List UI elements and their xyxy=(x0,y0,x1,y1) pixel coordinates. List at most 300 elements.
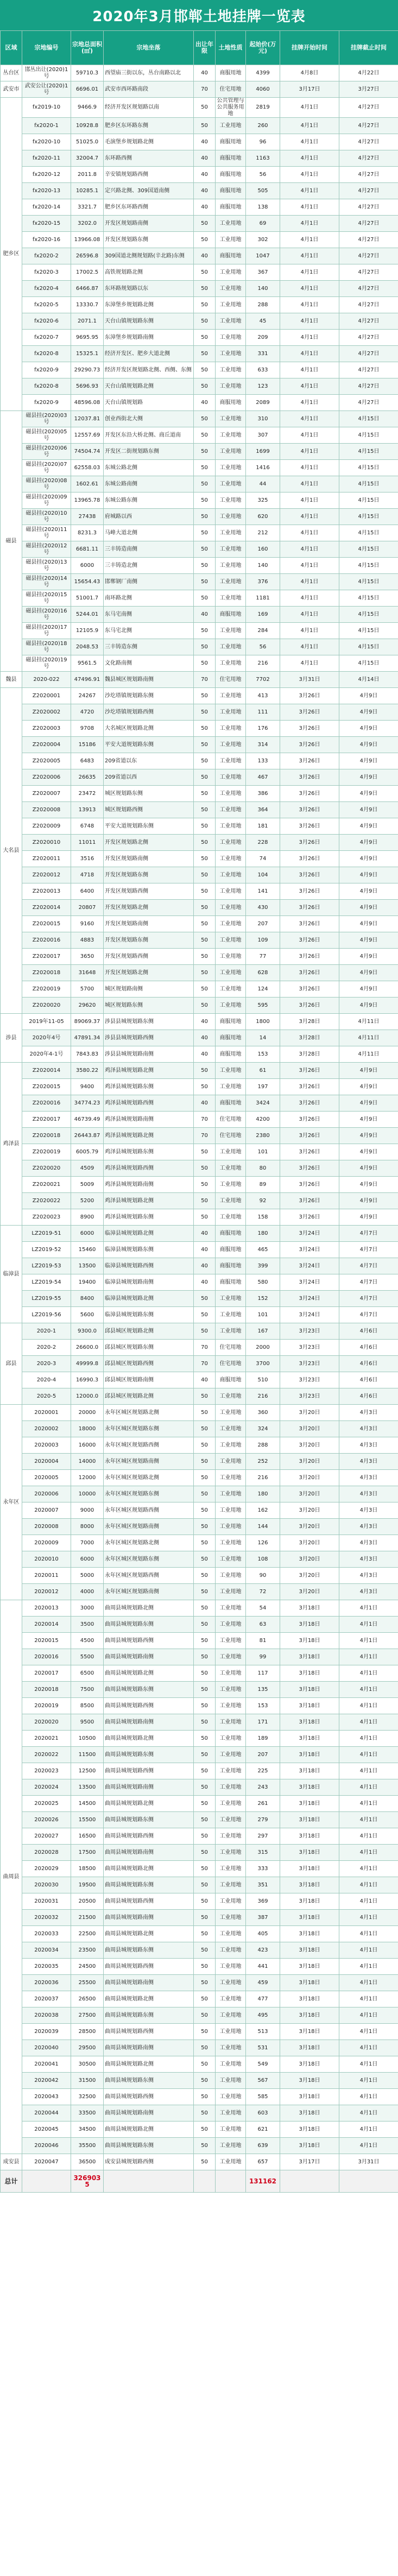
land-use-cell: 商服用地 xyxy=(216,150,246,167)
parcel-id-cell: LZ2019-55 xyxy=(22,1291,71,1307)
land-use-cell: 工业用地 xyxy=(216,2007,246,2024)
listing-start-cell: 4月1日 xyxy=(280,460,339,476)
location-cell: 东城公路北侧 xyxy=(104,460,194,476)
listing-start-cell: 3月26日 xyxy=(280,688,339,704)
land-use-cell: 工业用地 xyxy=(216,1323,246,1340)
listing-start-cell: 3月18日 xyxy=(280,1959,339,1975)
parcel-id-cell: 2020-1 xyxy=(22,1323,71,1340)
parcel-id-cell: Z2020016 xyxy=(22,1095,71,1112)
land-use-cell: 工业用地 xyxy=(216,1926,246,1942)
listing-end-cell: 4月3日 xyxy=(339,1421,398,1437)
start-price-cell: 331 xyxy=(246,346,280,362)
land-use-cell: 工业用地 xyxy=(216,932,246,949)
table-row xyxy=(1,2056,398,2073)
parcel-id-cell: Z2020016 xyxy=(22,932,71,949)
location-cell: 东马宅北侧 xyxy=(104,623,194,639)
table-row xyxy=(1,2007,398,2024)
lease-term-cell: 50 xyxy=(194,232,216,248)
table-row xyxy=(1,1388,398,1405)
lease-term-cell: 50 xyxy=(194,965,216,981)
listing-start-cell: 3月26日 xyxy=(280,704,339,721)
land-use-cell: 工业用地 xyxy=(216,1942,246,1959)
column-header-location: 宗地坐落 xyxy=(104,31,194,65)
land-use-cell: 工业用地 xyxy=(216,1421,246,1437)
land-use-cell: 工业用地 xyxy=(216,639,246,655)
location-cell: 曲周县城规划路东侧 xyxy=(104,1682,194,1698)
total-area-cell: 36500 xyxy=(71,2154,104,2170)
total-area-cell: 16990.3 xyxy=(71,1372,104,1388)
total-area-cell: 31648 xyxy=(71,965,104,981)
location-cell: 永年区城区规划路西侧 xyxy=(104,1568,194,1584)
lease-term-cell: 40 xyxy=(194,1226,216,1242)
parcel-id-cell: fx2020-4 xyxy=(22,281,71,297)
parcel-id-cell: 2020年4号 xyxy=(22,1030,71,1046)
total-area-cell: 7843.83 xyxy=(71,1046,104,1063)
start-price-cell: 209 xyxy=(246,330,280,346)
start-price-cell: 90 xyxy=(246,1568,280,1584)
start-price-cell: 585 xyxy=(246,2089,280,2105)
location-cell: 鸡泽县城规划路南侧 xyxy=(104,1177,194,1193)
table-row xyxy=(1,1698,398,1714)
land-use-cell: 工业用地 xyxy=(216,721,246,737)
start-price-cell: 72 xyxy=(246,1584,280,1600)
land-use-cell: 工业用地 xyxy=(216,216,246,232)
land-use-cell: 工业用地 xyxy=(216,1291,246,1307)
location-cell: 曲周县城规划路南侧 xyxy=(104,2105,194,2122)
location-cell: 曲周县城规划路南侧 xyxy=(104,2040,194,2056)
parcel-id-cell: 2020031 xyxy=(22,1893,71,1910)
land-use-cell: 工业用地 xyxy=(216,1600,246,1617)
land-use-cell: 工业用地 xyxy=(216,965,246,981)
table-row xyxy=(1,769,398,786)
listing-end-cell: 3月27日 xyxy=(339,81,398,98)
land-use-cell: 工业用地 xyxy=(216,916,246,932)
listing-start-cell: 3月26日 xyxy=(280,1079,339,1095)
total-area-cell: 30500 xyxy=(71,2056,104,2073)
footer-empty-cell xyxy=(194,2170,216,2193)
table-row xyxy=(1,1307,398,1323)
listing-end-cell: 4月1日 xyxy=(339,1991,398,2007)
lease-term-cell: 50 xyxy=(194,639,216,655)
total-area-cell: 6000 xyxy=(71,1551,104,1568)
parcel-id-cell: 磁县挂(2020)13号 xyxy=(22,558,71,574)
location-cell: 开发区规划路南侧 xyxy=(104,851,194,867)
location-cell: 临漳县城规划路北侧 xyxy=(104,1226,194,1242)
parcel-id-cell: fx2020-5 xyxy=(22,297,71,313)
land-use-cell: 工业用地 xyxy=(216,1714,246,1731)
land-use-cell: 工业用地 xyxy=(216,1454,246,1470)
table-row xyxy=(1,1063,398,1079)
listing-start-cell: 4月1日 xyxy=(280,541,339,558)
location-cell: 鸡泽县城规划路北侧 xyxy=(104,1193,194,1209)
start-price-cell: 216 xyxy=(246,1470,280,1486)
lease-term-cell: 50 xyxy=(194,1144,216,1160)
lease-term-cell: 50 xyxy=(194,1633,216,1649)
location-cell: 东城公路东侧 xyxy=(104,493,194,509)
listing-start-cell: 3月23日 xyxy=(280,1356,339,1372)
table-row xyxy=(1,1095,398,1112)
listing-end-cell: 4月15日 xyxy=(339,623,398,639)
location-cell: 西望庙三街以东，丛台南路以北 xyxy=(104,65,194,81)
start-price-cell: 513 xyxy=(246,2024,280,2040)
start-price-cell: 77 xyxy=(246,949,280,965)
listing-start-cell: 4月1日 xyxy=(280,378,339,395)
parcel-id-cell: 2020008 xyxy=(22,1519,71,1535)
land-use-cell: 工业用地 xyxy=(216,525,246,541)
location-cell: 开发区二街规划路东侧 xyxy=(104,444,194,460)
lease-term-cell: 50 xyxy=(194,411,216,427)
listing-end-cell: 4月22日 xyxy=(339,65,398,81)
land-use-cell: 工业用地 xyxy=(216,1763,246,1779)
total-area-cell: 14000 xyxy=(71,1454,104,1470)
total-area-cell: 15500 xyxy=(71,1812,104,1828)
parcel-id-cell: 2020030 xyxy=(22,1877,71,1893)
total-area-cell: 4720 xyxy=(71,704,104,721)
lease-term-cell: 50 xyxy=(194,623,216,639)
page-title: 2020年3月邯郸土地挂牌一览表 xyxy=(0,0,398,30)
start-price-cell: 181 xyxy=(246,818,280,835)
start-price-cell: 158 xyxy=(246,1209,280,1226)
location-cell: 曲周县城规划路南侧 xyxy=(104,1910,194,1926)
parcel-id-cell: Z2020015 xyxy=(22,1079,71,1095)
lease-term-cell: 50 xyxy=(194,1779,216,1796)
location-cell: 永年区城区规划路东侧 xyxy=(104,1421,194,1437)
parcel-id-cell: 2020004 xyxy=(22,1454,71,1470)
table-header-row xyxy=(1,31,398,65)
table-row xyxy=(1,1356,398,1372)
start-price-cell: 108 xyxy=(246,1551,280,1568)
total-area-cell: 31500 xyxy=(71,2073,104,2089)
listing-start-cell: 3月18日 xyxy=(280,2024,339,2040)
listing-start-cell: 3月24日 xyxy=(280,1291,339,1307)
listing-start-cell: 3月20日 xyxy=(280,1486,339,1502)
listing-start-cell: 4月1日 xyxy=(280,313,339,330)
listing-end-cell: 4月9日 xyxy=(339,786,398,802)
listing-start-cell: 3月26日 xyxy=(280,1160,339,1177)
total-area-cell: 9695.95 xyxy=(71,330,104,346)
total-area-cell: 4509 xyxy=(71,1160,104,1177)
start-price-cell: 639 xyxy=(246,2138,280,2154)
total-area-cell: 1602.61 xyxy=(71,476,104,493)
table-body xyxy=(1,65,398,2170)
parcel-id-cell: Z2020020 xyxy=(22,1160,71,1177)
column-header-lease-term: 出让年限 xyxy=(194,31,216,65)
total-area-cell: 2048.53 xyxy=(71,639,104,655)
parcel-id-cell: 2020029 xyxy=(22,1861,71,1877)
listing-end-cell: 4月1日 xyxy=(339,1617,398,1633)
listing-start-cell: 3月26日 xyxy=(280,932,339,949)
listing-start-cell: 3月18日 xyxy=(280,2007,339,2024)
lease-term-cell: 50 xyxy=(194,1323,216,1340)
location-cell: 文化路南侧 xyxy=(104,655,194,672)
listing-end-cell: 4月27日 xyxy=(339,362,398,378)
start-price-cell: 167 xyxy=(246,1323,280,1340)
start-price-cell: 80 xyxy=(246,1160,280,1177)
lease-term-cell: 50 xyxy=(194,493,216,509)
table-row xyxy=(1,1779,398,1796)
lease-term-cell: 50 xyxy=(194,851,216,867)
listing-end-cell: 4月27日 xyxy=(339,134,398,150)
start-price-cell: 3424 xyxy=(246,1095,280,1112)
location-cell: 辛安镇规划路西侧 xyxy=(104,167,194,183)
listing-end-cell: 4月1日 xyxy=(339,1893,398,1910)
start-price-cell: 477 xyxy=(246,1991,280,2007)
lease-term-cell: 50 xyxy=(194,590,216,607)
listing-start-cell: 3月17日 xyxy=(280,81,339,98)
lease-term-cell: 50 xyxy=(194,1763,216,1779)
parcel-id-cell: 磁县挂(2020)19号 xyxy=(22,655,71,672)
land-use-cell: 工业用地 xyxy=(216,1845,246,1861)
listing-end-cell: 4月15日 xyxy=(339,476,398,493)
location-cell: 城区规划路东侧 xyxy=(104,786,194,802)
land-use-cell: 工业用地 xyxy=(216,1649,246,1665)
land-use-cell: 工业用地 xyxy=(216,411,246,427)
area-cell: 邱县 xyxy=(1,1323,22,1405)
lease-term-cell: 50 xyxy=(194,2073,216,2089)
parcel-id-cell: LZ2019-52 xyxy=(22,1242,71,1258)
listing-end-cell: 4月1日 xyxy=(339,1959,398,1975)
listing-end-cell: 4月15日 xyxy=(339,427,398,444)
lease-term-cell: 50 xyxy=(194,1682,216,1698)
total-area-cell: 15654.43 xyxy=(71,574,104,590)
land-use-cell: 工业用地 xyxy=(216,623,246,639)
start-price-cell: 657 xyxy=(246,2154,280,2170)
location-cell: 鸡泽县城规划路南侧 xyxy=(104,1112,194,1128)
land-use-cell: 工业用地 xyxy=(216,1193,246,1209)
start-price-cell: 620 xyxy=(246,509,280,525)
listing-end-cell: 4月1日 xyxy=(339,1812,398,1828)
listing-start-cell: 3月18日 xyxy=(280,2138,339,2154)
total-area-cell: 32500 xyxy=(71,2089,104,2105)
listing-end-cell: 4月27日 xyxy=(339,330,398,346)
listing-end-cell: 4月3日 xyxy=(339,1551,398,1568)
start-price-cell: 135 xyxy=(246,1682,280,1698)
location-cell: 曲周县城规划路西侧 xyxy=(104,2024,194,2040)
table-row xyxy=(1,1991,398,2007)
location-cell: 高铁规划路北侧 xyxy=(104,264,194,281)
parcel-id-cell: 磁县挂(2020)16号 xyxy=(22,607,71,623)
location-cell: 成安县城规划路西侧 xyxy=(104,2154,194,2170)
parcel-id-cell: Z2020019 xyxy=(22,1144,71,1160)
listing-start-cell: 3月26日 xyxy=(280,965,339,981)
table-row xyxy=(1,1128,398,1144)
parcel-id-cell: Z2020020 xyxy=(22,997,71,1014)
listing-end-cell: 4月11日 xyxy=(339,1030,398,1046)
table-row xyxy=(1,98,398,118)
start-price-cell: 580 xyxy=(246,1274,280,1291)
column-header-area: 区域 xyxy=(1,31,22,65)
location-cell: 开发区规划路东侧 xyxy=(104,232,194,248)
parcel-id-cell: 2020011 xyxy=(22,1568,71,1584)
listing-end-cell: 4月1日 xyxy=(339,1861,398,1877)
table-row xyxy=(1,1649,398,1665)
listing-end-cell: 4月1日 xyxy=(339,2089,398,2105)
table-row xyxy=(1,81,398,98)
table-row xyxy=(1,65,398,81)
total-area-cell: 5700 xyxy=(71,981,104,997)
land-use-cell: 工业用地 xyxy=(216,769,246,786)
table-row xyxy=(1,1242,398,1258)
table-row xyxy=(1,444,398,460)
table-row xyxy=(1,1845,398,1861)
location-cell: 曲周县城规划路东侧 xyxy=(104,1942,194,1959)
total-area-cell: 2071.1 xyxy=(71,313,104,330)
lease-term-cell: 40 xyxy=(194,150,216,167)
land-use-cell: 工业用地 xyxy=(216,1160,246,1177)
total-area-cell: 6466.87 xyxy=(71,281,104,297)
parcel-id-cell: fx2020-7 xyxy=(22,330,71,346)
listing-end-cell: 4月11日 xyxy=(339,1014,398,1030)
lease-term-cell: 50 xyxy=(194,1291,216,1307)
listing-start-cell: 3月18日 xyxy=(280,2056,339,2073)
start-price-cell: 92 xyxy=(246,1193,280,1209)
location-cell: 经济开发区规划路北侧、西侧、东侧 xyxy=(104,362,194,378)
table-row xyxy=(1,981,398,997)
parcel-id-cell: 2020013 xyxy=(22,1600,71,1617)
area-cell: 丛台区 xyxy=(1,65,22,81)
listing-end-cell: 4月9日 xyxy=(339,737,398,753)
table-row xyxy=(1,639,398,655)
location-cell: 邱县城区规划路南侧 xyxy=(104,1372,194,1388)
land-use-cell: 住宅用地 xyxy=(216,81,246,98)
listing-end-cell: 4月9日 xyxy=(339,753,398,769)
lease-term-cell: 50 xyxy=(194,1877,216,1893)
parcel-id-cell: 磁县挂(2020)06号 xyxy=(22,444,71,460)
listing-start-cell: 3月20日 xyxy=(280,1502,339,1519)
listing-start-cell: 3月26日 xyxy=(280,1193,339,1209)
listing-start-cell: 3月18日 xyxy=(280,1698,339,1714)
listing-end-cell: 4月7日 xyxy=(339,1242,398,1258)
location-cell: 曲周县城规划路东侧 xyxy=(104,2138,194,2154)
table-row xyxy=(1,167,398,183)
start-price-cell: 325 xyxy=(246,493,280,509)
listing-start-cell: 4月1日 xyxy=(280,525,339,541)
listing-end-cell: 4月27日 xyxy=(339,118,398,134)
lease-term-cell: 50 xyxy=(194,1893,216,1910)
start-price-cell: 603 xyxy=(246,2105,280,2122)
listing-end-cell: 4月1日 xyxy=(339,1796,398,1812)
listing-end-cell: 4月3日 xyxy=(339,1486,398,1502)
location-cell: 开发区规划路东侧 xyxy=(104,932,194,949)
total-area-cell: 51025.0 xyxy=(71,134,104,150)
land-use-cell: 住宅用地 xyxy=(216,672,246,688)
listing-start-cell: 3月18日 xyxy=(280,2073,339,2089)
lease-term-cell: 50 xyxy=(194,704,216,721)
land-use-cell: 工业用地 xyxy=(216,1796,246,1812)
table-row xyxy=(1,1340,398,1356)
parcel-id-cell: 磁县挂(2020)10号 xyxy=(22,509,71,525)
land-use-cell: 商服用地 xyxy=(216,395,246,411)
land-use-cell: 工业用地 xyxy=(216,981,246,997)
lease-term-cell: 50 xyxy=(194,997,216,1014)
parcel-id-cell: 2020047 xyxy=(22,2154,71,2170)
lease-term-cell: 50 xyxy=(194,264,216,281)
listing-end-cell: 4月1日 xyxy=(339,2024,398,2040)
table-row xyxy=(1,313,398,330)
listing-start-cell: 4月1日 xyxy=(280,281,339,297)
listing-start-cell: 3月20日 xyxy=(280,1584,339,1600)
parcel-id-cell: 2020019 xyxy=(22,1698,71,1714)
parcel-id-cell: 2020035 xyxy=(22,1959,71,1975)
parcel-id-cell: 邯丛出让(2020)1号 xyxy=(22,65,71,81)
listing-end-cell: 4月1日 xyxy=(339,2105,398,2122)
start-price-cell: 387 xyxy=(246,1910,280,1926)
land-use-cell: 商服用地 xyxy=(216,134,246,150)
land-use-cell: 工业用地 xyxy=(216,655,246,672)
start-price-cell: 302 xyxy=(246,232,280,248)
parcel-id-cell: fx2020-11 xyxy=(22,150,71,167)
total-area-cell: 3000 xyxy=(71,1600,104,1617)
start-price-cell: 1800 xyxy=(246,1014,280,1030)
land-use-cell: 工业用地 xyxy=(216,460,246,476)
start-price-cell: 160 xyxy=(246,541,280,558)
location-cell: 沙圪塔镇规划路西侧 xyxy=(104,704,194,721)
lease-term-cell: 50 xyxy=(194,378,216,395)
table-row xyxy=(1,509,398,525)
parcel-id-cell: LZ2019-56 xyxy=(22,1307,71,1323)
land-use-cell: 工业用地 xyxy=(216,786,246,802)
table-row xyxy=(1,721,398,737)
location-cell: 平安大道规划路东侧 xyxy=(104,737,194,753)
table-row xyxy=(1,476,398,493)
table-row xyxy=(1,851,398,867)
total-area-cell: 6696.01 xyxy=(71,81,104,98)
start-price-cell: 399 xyxy=(246,1258,280,1274)
listing-end-cell: 4月9日 xyxy=(339,1079,398,1095)
total-area-cell: 12037.81 xyxy=(71,411,104,427)
total-area-cell: 47891.34 xyxy=(71,1030,104,1046)
lease-term-cell: 50 xyxy=(194,802,216,818)
listing-end-cell: 4月1日 xyxy=(339,1747,398,1763)
land-use-cell: 工业用地 xyxy=(216,883,246,900)
land-use-cell: 工业用地 xyxy=(216,1079,246,1095)
parcel-id-cell: Z2020008 xyxy=(22,802,71,818)
location-cell: 马峰大道北侧 xyxy=(104,525,194,541)
lease-term-cell: 50 xyxy=(194,916,216,932)
table-row xyxy=(1,590,398,607)
parcel-id-cell: 2020009 xyxy=(22,1535,71,1551)
start-price-cell: 307 xyxy=(246,427,280,444)
location-cell: 永年区城区规划路东侧 xyxy=(104,1551,194,1568)
table-row xyxy=(1,883,398,900)
total-area-cell: 51001.7 xyxy=(71,590,104,607)
total-area-cell: 12000 xyxy=(71,1470,104,1486)
listing-end-cell: 4月9日 xyxy=(339,981,398,997)
location-cell: 永年区城区规划路南侧 xyxy=(104,1584,194,1600)
parcel-id-cell: 2020022 xyxy=(22,1747,71,1763)
location-cell: 肥乡区东环路西侧 xyxy=(104,199,194,216)
land-use-cell: 商服用地 xyxy=(216,1030,246,1046)
location-cell: 府城路以西 xyxy=(104,509,194,525)
listing-start-cell: 3月26日 xyxy=(280,721,339,737)
listing-end-cell: 4月9日 xyxy=(339,851,398,867)
parcel-id-cell: 2020020 xyxy=(22,1714,71,1731)
parcel-id-cell: 2020015 xyxy=(22,1633,71,1649)
listing-start-cell: 4月1日 xyxy=(280,330,339,346)
table-row xyxy=(1,1877,398,1893)
table-row xyxy=(1,1975,398,1991)
total-area-cell: 6000 xyxy=(71,558,104,574)
parcel-id-cell: Z2020006 xyxy=(22,769,71,786)
land-use-cell: 工业用地 xyxy=(216,541,246,558)
location-cell: 曲周县城规划路西侧 xyxy=(104,2089,194,2105)
parcel-id-cell: Z2020014 xyxy=(22,900,71,916)
footer-empty-cell xyxy=(216,2170,246,2193)
start-price-cell: 628 xyxy=(246,965,280,981)
table-row xyxy=(1,802,398,818)
location-cell: 曲周县城规划路南侧 xyxy=(104,1779,194,1796)
listing-end-cell: 4月9日 xyxy=(339,1144,398,1160)
